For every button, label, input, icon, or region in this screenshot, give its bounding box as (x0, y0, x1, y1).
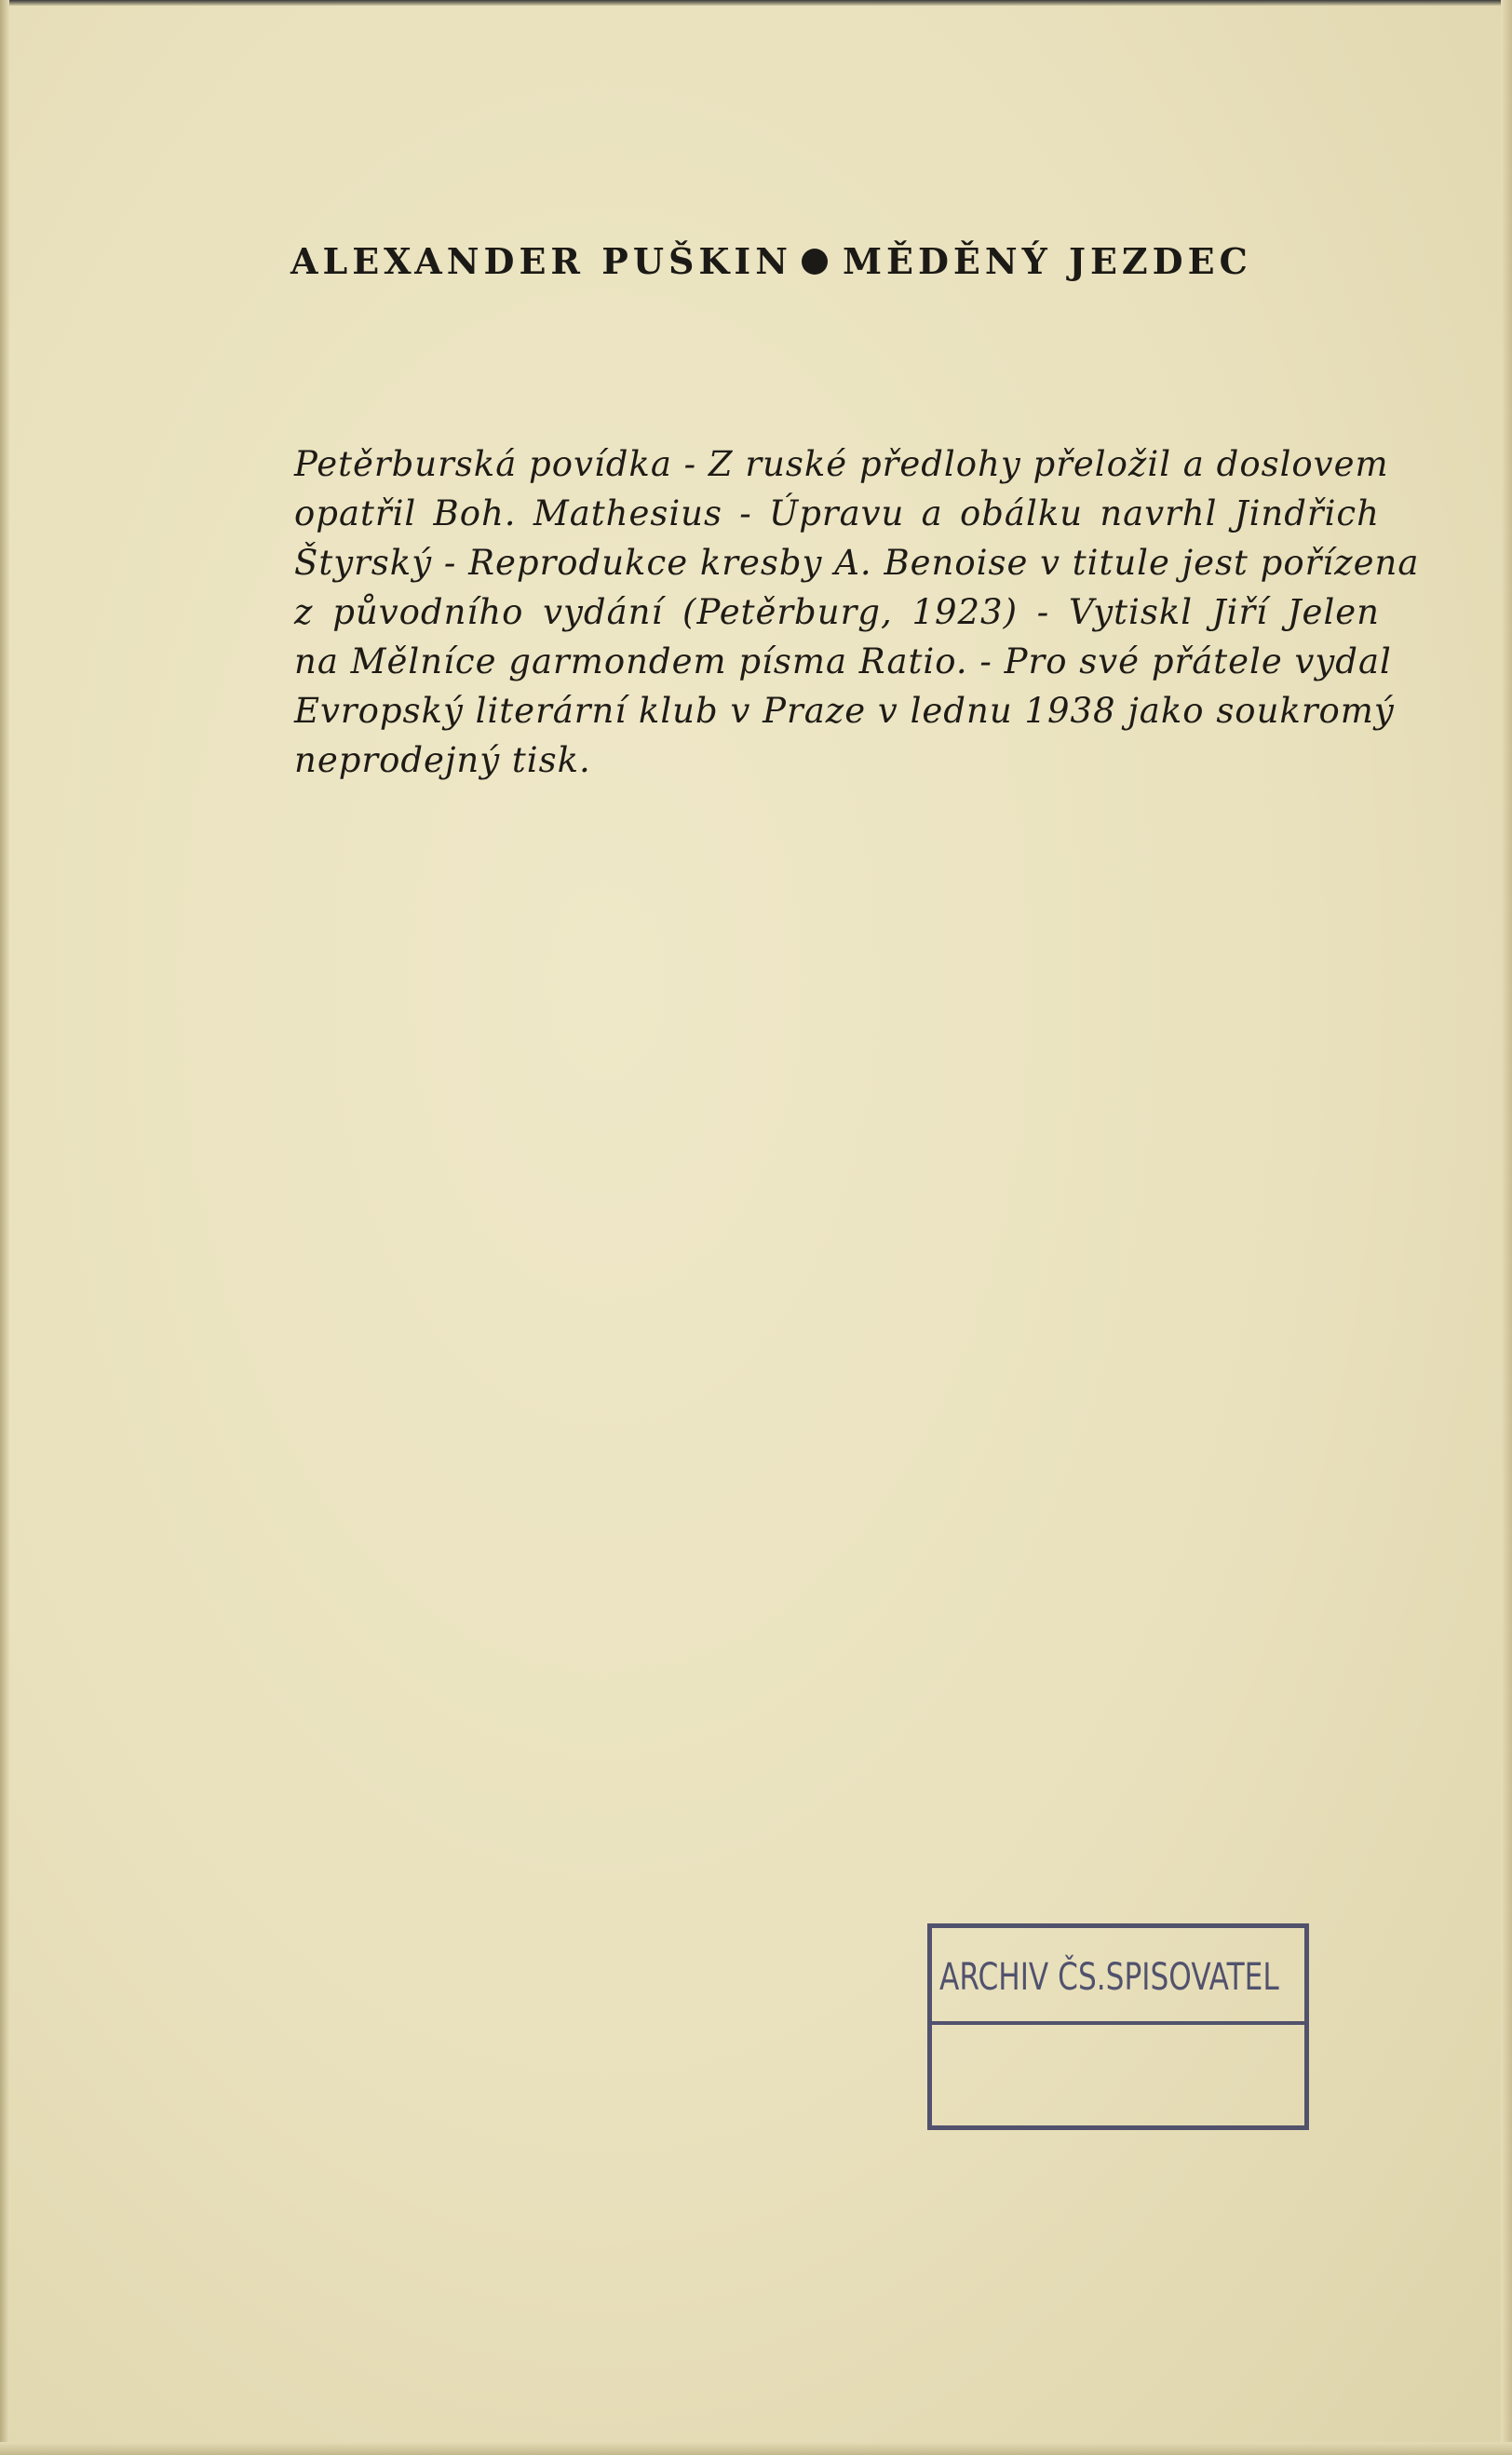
page-title (290, 240, 1380, 282)
colophon-line: Petěrburská povídka - Z ruské předlohy přeložil a doslovem (294, 444, 1389, 484)
colophon-line: neprodejný tisk. (294, 740, 591, 780)
colophon-line: Štyrský - Reprodukce kresby A. Benoise v titule jest pořízena (294, 543, 1420, 583)
author-name: ALEXANDER PUŠKIN (290, 240, 792, 282)
stamp-text: ARCHIV ČS.SPISOVATEL (939, 1956, 1279, 1999)
colophon-text (294, 439, 1420, 785)
page-edge-bottom (0, 2442, 1512, 2455)
colophon-line: na Mělníce garmondem písma Ratio. - Pro své přátele vydal (294, 641, 1392, 681)
archive-stamp (927, 1923, 1309, 2130)
bullet-separator-icon (802, 249, 828, 275)
colophon-line: opatřil Boh. Mathesius - Úpravu a obálku navrhl Jindřich (294, 493, 1380, 533)
colophon-line: Evropský literární klub v Praze v lednu 1938 jako soukromý (294, 691, 1395, 731)
page-edge-right (1501, 0, 1512, 2455)
work-title: MĚDĚNÝ JEZDEC (842, 240, 1252, 282)
page-edge-top (0, 0, 1512, 6)
stamp-divider (932, 2021, 1304, 2025)
page-edge-left (0, 0, 9, 2455)
colophon-line: z původního vydání (Petěrburg, 1923) - Vytiskl Jiří Jelen (294, 592, 1380, 632)
